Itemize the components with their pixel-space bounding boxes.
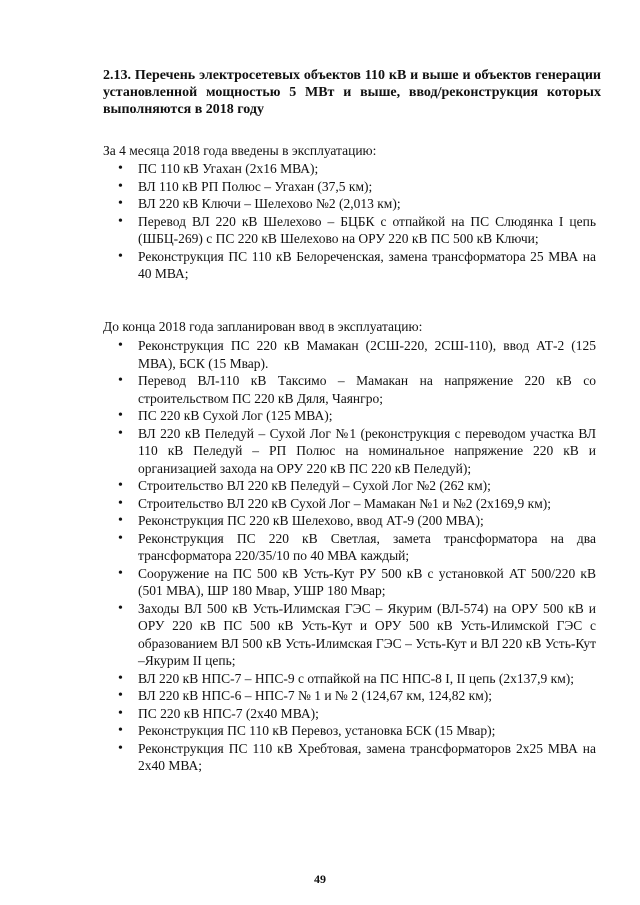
list-item: • Реконструкция ПС 220 кВ Шелехово, ввод АТ-9 (200 МВА); [0, 512, 596, 530]
list-item: • Сооружение на ПС 500 кВ Усть-Кут РУ 500 кВ с установкой АТ 500/220 кВ (501 МВА), ШР 180 Мвар, УШР 180 Мвар; [0, 565, 596, 600]
section-heading: 2.13. Перечень электросетевых объектов 110 кВ и выше и объектов генерации установленной мощностью 5 МВт и выше, ввод/реконструкция которых выполняются в 2018 году [103, 68, 601, 117]
list-item: • Перевод ВЛ 220 кВ Шелехово – БЦБК с отпайкой на ПС Слюдянка I цепь (ШБЦ-269) с ПС 220 кВ Шелехово на ОРУ 220 кВ ПС 500 кВ Ключи; [0, 213, 596, 248]
list-item: • ВЛ 110 кВ РП Полюс – Угахан (37,5 км); [0, 178, 596, 196]
completed-list [0, 160, 640, 283]
list-item: • Реконструкция ПС 110 кВ Хребтовая, замена трансформаторов 2х25 МВА на 2х40 МВА; [0, 740, 596, 775]
completed-intro: За 4 месяца 2018 года введены в эксплуатацию: [103, 143, 377, 158]
list-item: • ВЛ 220 кВ НПС-7 – НПС-9 с отпайкой на ПС НПС-8 I, II цепь (2х137,9 км); [0, 670, 596, 688]
list-item: • Реконструкция ПС 220 кВ Мамакан (2СШ-220, 2СШ-110), ввод АТ-2 (125 МВА), БСК (15 Мвар). [0, 337, 596, 372]
page-number: 49 [314, 872, 326, 886]
list-item: • Реконструкция ПС 110 кВ Белореченская, замена трансформатора 25 МВА на 40 МВА; [0, 248, 596, 283]
list-item: • ПС 110 кВ Угахан (2x16 МВА); [0, 160, 596, 178]
planned-intro: До конца 2018 года запланирован ввод в эксплуатацию: [103, 319, 423, 334]
list-item: • ВЛ 220 кВ Пеледуй – Сухой Лог №1 (реконструкция с переводом участка ВЛ 110 кВ Пеледуй – РП Полюс на номинальное напряжение 220 кВ и организацией захода на ОРУ 220 кВ ПС 220 кВ Пеледуй); [0, 425, 596, 478]
list-item: • Строительство ВЛ 220 кВ Пеледуй – Сухой Лог №2 (262 км); [0, 477, 596, 495]
list-item: • ПС 220 кВ НПС-7 (2х40 МВА); [0, 705, 596, 723]
list-item: • ПС 220 кВ Сухой Лог (125 МВА); [0, 407, 596, 425]
list-item: • Реконструкция ПС 220 кВ Светлая, замета трансформатора на два трансформатора 220/35/10 по 40 МВА каждый; [0, 530, 596, 565]
planned-list [0, 337, 640, 775]
list-item: • ВЛ 220 кВ НПС-6 – НПС-7 № 1 и № 2 (124,67 км, 124,82 км); [0, 687, 596, 705]
list-item: • Заходы ВЛ 500 кВ Усть-Илимская ГЭС – Якурим (ВЛ-574) на ОРУ 500 кВ и ОРУ 220 кВ ПС 500 кВ Усть-Кут и ОРУ 500 кВ Усть-Илимской ГЭС с образованием ВЛ 500 кВ Усть-Илимская ГЭС – Усть-Кут и ВЛ 220 кВ Усть-Кут –Якурим II цепь; [0, 600, 596, 670]
list-item: • Перевод ВЛ-110 кВ Таксимо – Мамакан на напряжение 220 кВ со строительством ПС 220 кВ Дяля, Чаянгро; [0, 372, 596, 407]
list-item: • Реконструкция ПС 110 кВ Перевоз, установка БСК (15 Мвар); [0, 722, 596, 740]
list-item: • Строительство ВЛ 220 кВ Сухой Лог – Мамакан №1 и №2 (2х169,9 км); [0, 495, 596, 513]
list-item: • ВЛ 220 кВ Ключи – Шелехово №2 (2,013 км); [0, 195, 596, 213]
